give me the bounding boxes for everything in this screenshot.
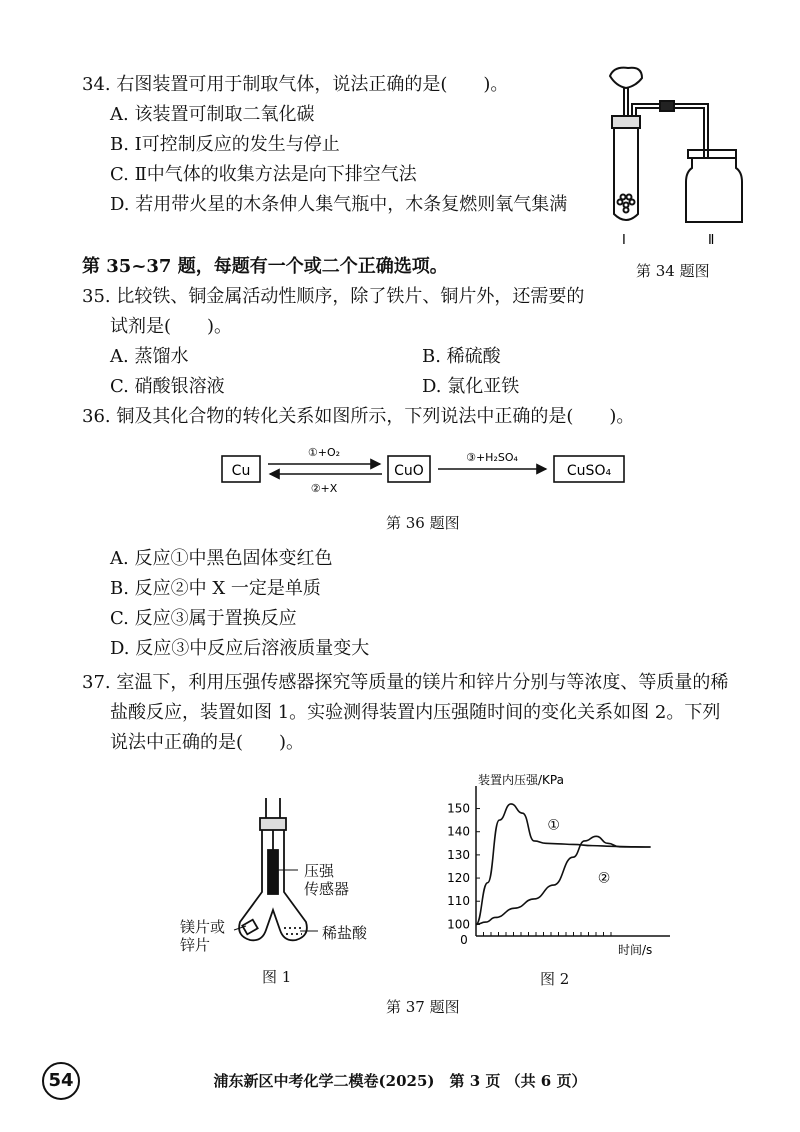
q37-stem-line2: 盐酸反应，装置如图 1。实验测得装置内压强随时间的变化关系如图 2。下列 (110, 702, 721, 723)
q34-option-b: B. Ⅰ可控制反应的发生与停止 (110, 134, 340, 155)
q34-option-c: C. Ⅱ中气体的收集方法是向下排空气法 (110, 164, 417, 185)
fig1-sensor-label-2: 传感器 (304, 880, 350, 898)
q35-option-b: B. 稀硫酸 (422, 346, 501, 367)
chart-xlabel: 时间/s (618, 943, 653, 957)
fig2-caption: 图 2 (540, 970, 570, 988)
arrow1-label: ①+O₂ (307, 446, 341, 459)
fig34-label-2: Ⅱ (708, 233, 715, 248)
q36-stem: 36. 铜及其化合物的转化关系如图所示，下列说法中正确的是( )。 (82, 406, 635, 427)
fig1-metal-label-2: 锌片 (180, 936, 211, 954)
fig1-caption: 图 1 (262, 968, 292, 986)
chart-series-line-2 (476, 836, 651, 924)
q36-conversion-diagram (210, 440, 630, 500)
q34-apparatus-figure (596, 64, 766, 254)
q37-stem-line3: 说法中正确的是( )。 (110, 732, 305, 753)
chart-series-label-2: ② (597, 870, 611, 887)
chart-ytick-label-0: 100 (447, 917, 470, 932)
q36-option-b: B. 反应②中 X 一定是单质 (110, 578, 321, 599)
chart-ytick-label-2: 120 (447, 871, 470, 886)
chart-series-line-1 (476, 804, 651, 925)
q37-stem-line1: 37. 室温下，利用压强传感器探究等质量的镁片和锌片分别与等浓度、等质量的稀 (82, 672, 729, 693)
fig1-metal-label-1: 镁片或 (180, 918, 226, 936)
chart-ylabel: 装置内压强/KPa (478, 773, 564, 787)
chart-series-label-1: ① (547, 817, 560, 834)
chart-origin-label: 0 (460, 933, 468, 947)
page-footer: 浦东新区中考化学二模卷(2025) 第 3 页 （共 6 页） (213, 1072, 587, 1090)
q35-stem-line1: 35. 比较铁、铜金属活动性顺序，除了铁片、铜片外，还需要的 (82, 286, 585, 307)
q36-option-a: A. 反应①中黑色固体变红色 (110, 548, 333, 569)
pressure-time-chart (430, 766, 690, 962)
chart-ytick-label-4: 140 (447, 824, 470, 839)
chart-ytick-label-3: 130 (447, 847, 470, 862)
arrow3-label: ③+H₂SO₄ (466, 451, 518, 464)
q35-stem-line2: 试剂是( )。 (110, 316, 233, 337)
fig34-label-1: Ⅰ (622, 233, 626, 248)
chart-ytick-label-1: 110 (447, 894, 470, 909)
q35-option-d: D. 氯化亚铁 (422, 376, 520, 397)
section-note: 第 35~37 题，每题有一个或二个正确选项。 (82, 256, 448, 277)
q35-option-a: A. 蒸馏水 (110, 346, 189, 367)
page-number-badge: 54 (42, 1062, 80, 1100)
fig1-sensor-label-1: 压强 (304, 862, 335, 880)
box-cuso4-label: CuSO₄ (566, 463, 612, 479)
box-cuo-label: CuO (394, 463, 424, 479)
q37-fig-caption: 第 37 题图 (386, 998, 460, 1016)
q36-option-c: C. 反应③属于置换反应 (110, 608, 297, 629)
q34-option-a: A. 该装置可制取二氧化碳 (110, 104, 315, 125)
funnel-shape (610, 68, 642, 88)
q34-option-d: D. 若用带火星的木条伸人集气瓶中，木条复燃则氧气集满 (110, 194, 568, 215)
arrow2-label: ②+X (310, 482, 338, 495)
q35-option-c: C. 硝酸银溶液 (110, 376, 225, 397)
chart-ytick-label-5: 150 (447, 801, 470, 816)
q34-fig-caption: 第 34 题图 (636, 262, 710, 280)
test-tube-shape (614, 128, 638, 220)
q36-fig-caption: 第 36 题图 (386, 514, 460, 532)
q34-stem: 34. 右图装置可用于制取气体，说法正确的是( )。 (82, 74, 509, 95)
box-cu-label: Cu (231, 463, 251, 479)
fig1-acid-label: 稀盐酸 (322, 924, 368, 942)
q36-option-d: D. 反应③中反应后溶液质量变大 (110, 638, 370, 659)
